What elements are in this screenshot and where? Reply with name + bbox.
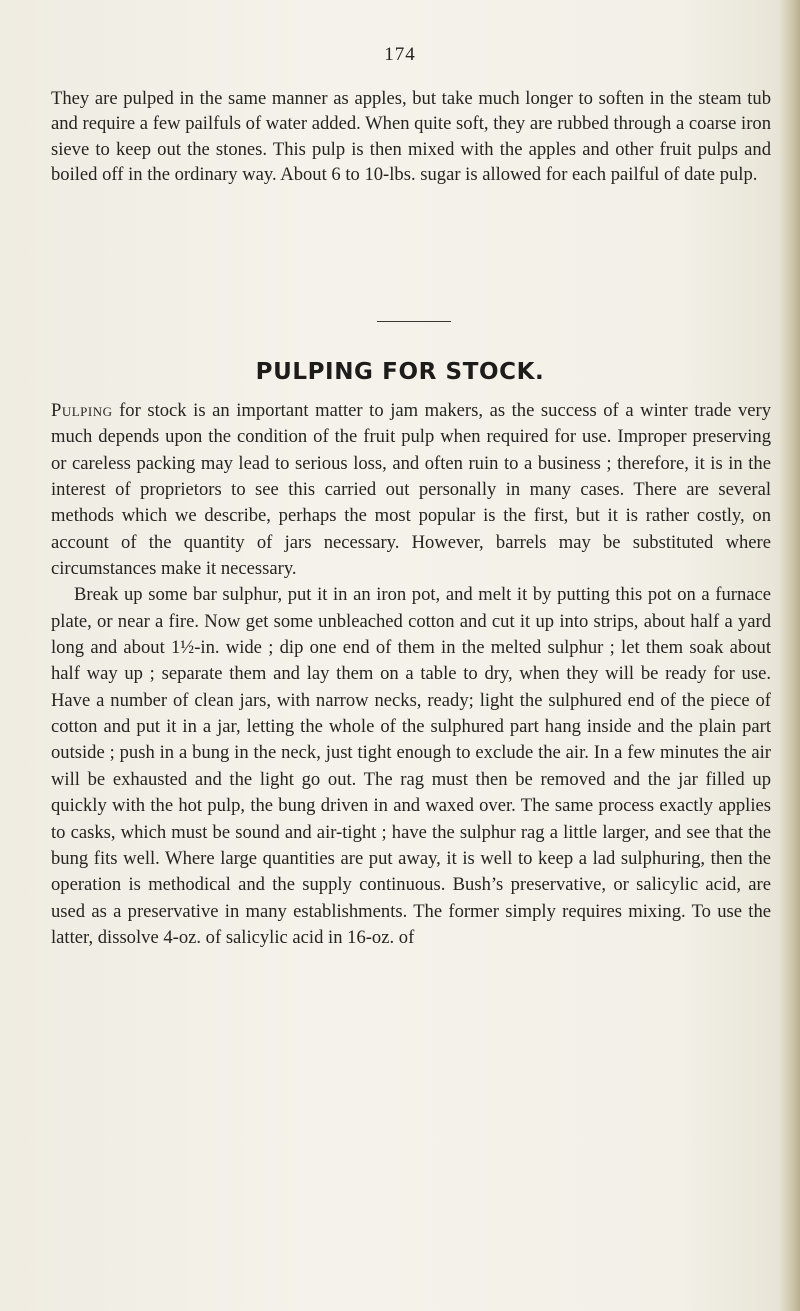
section-divider-rule [377, 321, 451, 322]
page-edge-shading [778, 0, 800, 1311]
page-number: 174 [384, 44, 416, 65]
section-body [51, 398, 771, 951]
paragraph-pulping-intro [51, 398, 771, 582]
paragraph-pulping-intro-text: for stock is an important matter to jam makers, as the success of a winter trade very much depends upon the condition of the fruit pulp when required for use. Improper preserving or careless packing may lead to serious loss, and often ruin to a business ; therefore, it is in the interest of proprietors to see this carried out personally in many cases. There are several methods which we describe, perhaps the most popular is the first, but it is rather costly, on account of the quantity of jars necessary. However, barrels may be substituted where circumstances make it necessary. [51, 400, 771, 580]
paragraph-sulphur-method: Break up some bar sulphur, put it in an iron pot, and melt it by putting this pot on a furnace plate, or near a fire. Now get some unbleached cotton and cut it up into strips, about half a yard long and about 1½-in. wide ; dip one end of them in the melted sulphur ; let them soak about half way up ; separate them and lay them on a table to dry, when they will be ready for use. Have a number of clean jars, with narrow necks, ready; light the sulphured end of the piece of cotton and put it in a jar, letting the whole of the sulphured part hang inside and the plain part outside ; push in a bung in the neck, just tight enough to exclude the air. In a few minutes the air will be exhausted and the light go out. The rag must then be removed and the jar filled up quickly with the hot pulp, the bung driven in and waxed over. The same process exactly applies to casks, which must be sound and air-tight ; have the sulphur rag a little larger, and see that the bung fits well. Where large quantities are put away, it is well to keep a lad sulphuring, then the operation is methodical and the supply continuous. Bush’s preservative, or salicylic acid, are used as a preservative in many establishments. The former simply requires mixing. To use the latter, dissolve 4-oz. of salicylic acid in 16-oz. of [51, 584, 771, 948]
paragraph-dates-pulp: They are pulped in the same manner as apples, but take much longer to soften in the steam tub and require a few pailfuls of water added. When quite soft, they are rubbed through a coarse iron sieve to keep out the stones. This pulp is then mixed with the apples and other fruit pulps and boiled off in the ordinary way. About 6 to 10-lbs. sugar is allowed for each pailful of date pulp. [51, 88, 771, 186]
lead-word: Pulping [51, 400, 113, 421]
section-heading: PULPING FOR STOCK. [255, 359, 545, 385]
